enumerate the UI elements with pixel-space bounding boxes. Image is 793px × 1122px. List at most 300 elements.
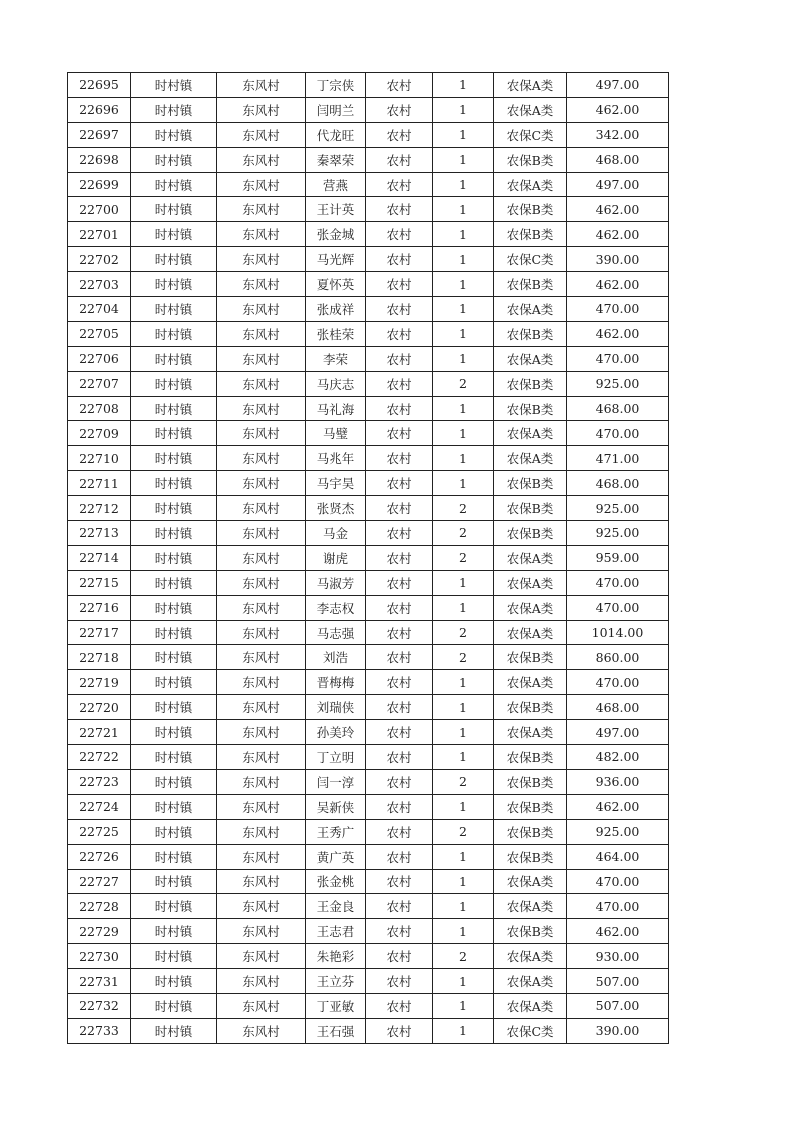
household-type-cell: 农村 [366, 1018, 433, 1043]
town-cell: 时村镇 [131, 745, 217, 770]
record-id-cell: 22695 [68, 73, 131, 98]
table-row [68, 919, 669, 944]
amount-cell: 925.00 [567, 496, 669, 521]
town-cell: 时村镇 [131, 346, 217, 371]
household-type-cell: 农村 [366, 97, 433, 122]
people-count-cell: 1 [433, 321, 494, 346]
person-name-cell: 刘瑞侠 [306, 695, 366, 720]
insurance-category-cell: 农保B类 [494, 147, 567, 172]
amount-cell: 462.00 [567, 97, 669, 122]
amount-cell: 497.00 [567, 720, 669, 745]
record-id-cell: 22732 [68, 993, 131, 1018]
town-cell: 时村镇 [131, 371, 217, 396]
record-id-cell: 22719 [68, 670, 131, 695]
insurance-category-cell: 农保A类 [494, 720, 567, 745]
insurance-category-cell: 农保A类 [494, 346, 567, 371]
household-type-cell: 农村 [366, 894, 433, 919]
record-id-cell: 22705 [68, 321, 131, 346]
town-cell: 时村镇 [131, 670, 217, 695]
amount-cell: 470.00 [567, 297, 669, 322]
amount-cell: 468.00 [567, 396, 669, 421]
town-cell: 时村镇 [131, 620, 217, 645]
household-type-cell: 农村 [366, 321, 433, 346]
record-id-cell: 22699 [68, 172, 131, 197]
amount-cell: 936.00 [567, 769, 669, 794]
table-row [68, 222, 669, 247]
household-type-cell: 农村 [366, 869, 433, 894]
household-type-cell: 农村 [366, 620, 433, 645]
town-cell: 时村镇 [131, 844, 217, 869]
village-cell: 东风村 [217, 944, 306, 969]
record-id-cell: 22731 [68, 969, 131, 994]
person-name-cell: 马兆年 [306, 446, 366, 471]
person-name-cell: 营燕 [306, 172, 366, 197]
town-cell: 时村镇 [131, 819, 217, 844]
town-cell: 时村镇 [131, 769, 217, 794]
insurance-category-cell: 农保A类 [494, 172, 567, 197]
household-type-cell: 农村 [366, 844, 433, 869]
town-cell: 时村镇 [131, 222, 217, 247]
insurance-category-cell: 农保A类 [494, 545, 567, 570]
people-count-cell: 2 [433, 545, 494, 570]
people-count-cell: 2 [433, 769, 494, 794]
amount-cell: 925.00 [567, 371, 669, 396]
household-type-cell: 农村 [366, 396, 433, 421]
village-cell: 东风村 [217, 620, 306, 645]
insurance-category-cell: 农保B类 [494, 496, 567, 521]
record-id-cell: 22723 [68, 769, 131, 794]
person-name-cell: 马志强 [306, 620, 366, 645]
person-name-cell: 李荣 [306, 346, 366, 371]
record-id-cell: 22718 [68, 645, 131, 670]
table-row [68, 695, 669, 720]
insurance-category-cell: 农保B类 [494, 321, 567, 346]
amount-cell: 860.00 [567, 645, 669, 670]
person-name-cell: 马璧 [306, 421, 366, 446]
town-cell: 时村镇 [131, 894, 217, 919]
people-count-cell: 1 [433, 993, 494, 1018]
town-cell: 时村镇 [131, 147, 217, 172]
record-id-cell: 22728 [68, 894, 131, 919]
village-cell: 东风村 [217, 969, 306, 994]
record-id-cell: 22703 [68, 272, 131, 297]
people-count-cell: 1 [433, 222, 494, 247]
insurance-category-cell: 农保A类 [494, 944, 567, 969]
record-id-cell: 22717 [68, 620, 131, 645]
amount-cell: 462.00 [567, 222, 669, 247]
town-cell: 时村镇 [131, 919, 217, 944]
household-type-cell: 农村 [366, 371, 433, 396]
people-count-cell: 1 [433, 595, 494, 620]
people-count-cell: 1 [433, 197, 494, 222]
people-count-cell: 1 [433, 446, 494, 471]
village-cell: 东风村 [217, 172, 306, 197]
record-id-cell: 22706 [68, 346, 131, 371]
town-cell: 时村镇 [131, 570, 217, 595]
table-row [68, 297, 669, 322]
table-row [68, 321, 669, 346]
record-id-cell: 22712 [68, 496, 131, 521]
household-type-cell: 农村 [366, 570, 433, 595]
insurance-category-cell: 农保C类 [494, 247, 567, 272]
village-cell: 东风村 [217, 197, 306, 222]
town-cell: 时村镇 [131, 172, 217, 197]
record-id-cell: 22721 [68, 720, 131, 745]
village-cell: 东风村 [217, 894, 306, 919]
people-count-cell: 2 [433, 819, 494, 844]
person-name-cell: 闫一淳 [306, 769, 366, 794]
table-row [68, 570, 669, 595]
people-count-cell: 1 [433, 695, 494, 720]
people-count-cell: 2 [433, 496, 494, 521]
household-type-cell: 农村 [366, 122, 433, 147]
household-type-cell: 农村 [366, 745, 433, 770]
amount-cell: 925.00 [567, 521, 669, 546]
table-row [68, 620, 669, 645]
village-cell: 东风村 [217, 371, 306, 396]
town-cell: 时村镇 [131, 869, 217, 894]
village-cell: 东风村 [217, 844, 306, 869]
record-id-cell: 22733 [68, 1018, 131, 1043]
insurance-category-cell: 农保B类 [494, 819, 567, 844]
table-row [68, 745, 669, 770]
people-count-cell: 2 [433, 371, 494, 396]
amount-cell: 462.00 [567, 321, 669, 346]
people-count-cell: 1 [433, 421, 494, 446]
record-id-cell: 22701 [68, 222, 131, 247]
record-id-cell: 22711 [68, 471, 131, 496]
person-name-cell: 刘浩 [306, 645, 366, 670]
amount-cell: 462.00 [567, 197, 669, 222]
table-body [68, 73, 669, 1044]
village-cell: 东风村 [217, 993, 306, 1018]
village-cell: 东风村 [217, 1018, 306, 1043]
person-name-cell: 王秀广 [306, 819, 366, 844]
people-count-cell: 1 [433, 670, 494, 695]
insurance-category-cell: 农保A类 [494, 73, 567, 98]
person-name-cell: 张桂荣 [306, 321, 366, 346]
town-cell: 时村镇 [131, 645, 217, 670]
people-count-cell: 1 [433, 73, 494, 98]
town-cell: 时村镇 [131, 1018, 217, 1043]
insurance-category-cell: 农保A类 [494, 595, 567, 620]
table-row [68, 595, 669, 620]
people-count-cell: 1 [433, 97, 494, 122]
village-cell: 东风村 [217, 346, 306, 371]
people-count-cell: 1 [433, 122, 494, 147]
amount-cell: 959.00 [567, 545, 669, 570]
people-count-cell: 1 [433, 471, 494, 496]
table-row [68, 272, 669, 297]
table-row [68, 247, 669, 272]
table-row [68, 944, 669, 969]
insurance-category-cell: 农保A类 [494, 570, 567, 595]
person-name-cell: 王金良 [306, 894, 366, 919]
amount-cell: 471.00 [567, 446, 669, 471]
town-cell: 时村镇 [131, 396, 217, 421]
person-name-cell: 马宇昊 [306, 471, 366, 496]
household-type-cell: 农村 [366, 944, 433, 969]
amount-cell: 464.00 [567, 844, 669, 869]
village-cell: 东风村 [217, 97, 306, 122]
record-id-cell: 22724 [68, 794, 131, 819]
household-type-cell: 农村 [366, 521, 433, 546]
household-type-cell: 农村 [366, 769, 433, 794]
village-cell: 东风村 [217, 122, 306, 147]
town-cell: 时村镇 [131, 446, 217, 471]
table-row [68, 844, 669, 869]
household-type-cell: 农村 [366, 73, 433, 98]
village-cell: 东风村 [217, 869, 306, 894]
amount-cell: 470.00 [567, 421, 669, 446]
person-name-cell: 马庆志 [306, 371, 366, 396]
record-id-cell: 22707 [68, 371, 131, 396]
amount-cell: 930.00 [567, 944, 669, 969]
record-id-cell: 22725 [68, 819, 131, 844]
village-cell: 东风村 [217, 297, 306, 322]
amount-cell: 462.00 [567, 272, 669, 297]
insurance-category-cell: 农保A类 [494, 969, 567, 994]
insurance-category-cell: 农保B类 [494, 745, 567, 770]
people-count-cell: 1 [433, 172, 494, 197]
record-id-cell: 22697 [68, 122, 131, 147]
household-type-cell: 农村 [366, 197, 433, 222]
town-cell: 时村镇 [131, 421, 217, 446]
person-name-cell: 秦翠荣 [306, 147, 366, 172]
town-cell: 时村镇 [131, 993, 217, 1018]
insurance-category-cell: 农保B类 [494, 919, 567, 944]
people-count-cell: 1 [433, 570, 494, 595]
person-name-cell: 张成祥 [306, 297, 366, 322]
household-type-cell: 农村 [366, 471, 433, 496]
person-name-cell: 马淑芳 [306, 570, 366, 595]
insurance-category-cell: 农保B类 [494, 471, 567, 496]
record-id-cell: 22722 [68, 745, 131, 770]
person-name-cell: 谢虎 [306, 545, 366, 570]
record-id-cell: 22698 [68, 147, 131, 172]
town-cell: 时村镇 [131, 496, 217, 521]
table-row [68, 521, 669, 546]
town-cell: 时村镇 [131, 97, 217, 122]
insurance-category-cell: 农保A类 [494, 297, 567, 322]
person-name-cell: 张金桃 [306, 869, 366, 894]
amount-cell: 482.00 [567, 745, 669, 770]
person-name-cell: 张金城 [306, 222, 366, 247]
village-cell: 东风村 [217, 695, 306, 720]
record-id-cell: 22720 [68, 695, 131, 720]
records-table [67, 72, 669, 1044]
village-cell: 东风村 [217, 446, 306, 471]
town-cell: 时村镇 [131, 794, 217, 819]
insurance-category-cell: 农保B类 [494, 197, 567, 222]
people-count-cell: 1 [433, 844, 494, 869]
people-count-cell: 1 [433, 869, 494, 894]
record-id-cell: 22726 [68, 844, 131, 869]
household-type-cell: 农村 [366, 222, 433, 247]
town-cell: 时村镇 [131, 521, 217, 546]
record-id-cell: 22730 [68, 944, 131, 969]
village-cell: 东风村 [217, 819, 306, 844]
insurance-category-cell: 农保B类 [494, 396, 567, 421]
record-id-cell: 22710 [68, 446, 131, 471]
table-row [68, 969, 669, 994]
village-cell: 东风村 [217, 272, 306, 297]
table-row [68, 172, 669, 197]
village-cell: 东风村 [217, 794, 306, 819]
table-row [68, 769, 669, 794]
record-id-cell: 22704 [68, 297, 131, 322]
record-id-cell: 22729 [68, 919, 131, 944]
table-row [68, 794, 669, 819]
person-name-cell: 马金 [306, 521, 366, 546]
household-type-cell: 农村 [366, 645, 433, 670]
person-name-cell: 丁立明 [306, 745, 366, 770]
town-cell: 时村镇 [131, 695, 217, 720]
village-cell: 东风村 [217, 769, 306, 794]
table-row [68, 471, 669, 496]
village-cell: 东风村 [217, 222, 306, 247]
household-type-cell: 农村 [366, 720, 433, 745]
person-name-cell: 张贤杰 [306, 496, 366, 521]
amount-cell: 470.00 [567, 595, 669, 620]
insurance-category-cell: 农保B类 [494, 769, 567, 794]
town-cell: 时村镇 [131, 969, 217, 994]
village-cell: 东风村 [217, 570, 306, 595]
insurance-category-cell: 农保B类 [494, 695, 567, 720]
amount-cell: 470.00 [567, 894, 669, 919]
amount-cell: 507.00 [567, 993, 669, 1018]
people-count-cell: 2 [433, 620, 494, 645]
insurance-category-cell: 农保B类 [494, 222, 567, 247]
town-cell: 时村镇 [131, 321, 217, 346]
household-type-cell: 农村 [366, 969, 433, 994]
household-type-cell: 农村 [366, 346, 433, 371]
people-count-cell: 2 [433, 645, 494, 670]
record-id-cell: 22715 [68, 570, 131, 595]
amount-cell: 462.00 [567, 794, 669, 819]
amount-cell: 468.00 [567, 695, 669, 720]
insurance-category-cell: 农保B类 [494, 272, 567, 297]
household-type-cell: 农村 [366, 147, 433, 172]
table-row [68, 97, 669, 122]
town-cell: 时村镇 [131, 944, 217, 969]
amount-cell: 497.00 [567, 73, 669, 98]
town-cell: 时村镇 [131, 122, 217, 147]
insurance-category-cell: 农保A类 [494, 869, 567, 894]
people-count-cell: 1 [433, 919, 494, 944]
table-row [68, 720, 669, 745]
household-type-cell: 农村 [366, 496, 433, 521]
amount-cell: 390.00 [567, 1018, 669, 1043]
household-type-cell: 农村 [366, 545, 433, 570]
insurance-category-cell: 农保B类 [494, 371, 567, 396]
table-row [68, 545, 669, 570]
village-cell: 东风村 [217, 421, 306, 446]
household-type-cell: 农村 [366, 819, 433, 844]
table-row [68, 421, 669, 446]
record-id-cell: 22702 [68, 247, 131, 272]
village-cell: 东风村 [217, 595, 306, 620]
amount-cell: 470.00 [567, 670, 669, 695]
people-count-cell: 1 [433, 794, 494, 819]
household-type-cell: 农村 [366, 297, 433, 322]
amount-cell: 342.00 [567, 122, 669, 147]
table-row [68, 147, 669, 172]
village-cell: 东风村 [217, 745, 306, 770]
insurance-category-cell: 农保A类 [494, 97, 567, 122]
household-type-cell: 农村 [366, 794, 433, 819]
record-id-cell: 22713 [68, 521, 131, 546]
town-cell: 时村镇 [131, 272, 217, 297]
town-cell: 时村镇 [131, 471, 217, 496]
record-id-cell: 22696 [68, 97, 131, 122]
amount-cell: 470.00 [567, 570, 669, 595]
person-name-cell: 王志君 [306, 919, 366, 944]
person-name-cell: 丁宗侠 [306, 73, 366, 98]
table-row [68, 346, 669, 371]
table-row [68, 122, 669, 147]
village-cell: 东风村 [217, 521, 306, 546]
amount-cell: 390.00 [567, 247, 669, 272]
insurance-category-cell: 农保C类 [494, 122, 567, 147]
record-id-cell: 22716 [68, 595, 131, 620]
person-name-cell: 王石强 [306, 1018, 366, 1043]
amount-cell: 468.00 [567, 471, 669, 496]
amount-cell: 468.00 [567, 147, 669, 172]
household-type-cell: 农村 [366, 421, 433, 446]
people-count-cell: 1 [433, 272, 494, 297]
table-row [68, 496, 669, 521]
record-id-cell: 22708 [68, 396, 131, 421]
table-row [68, 894, 669, 919]
insurance-category-cell: 农保A类 [494, 993, 567, 1018]
household-type-cell: 农村 [366, 272, 433, 297]
record-id-cell: 22727 [68, 869, 131, 894]
insurance-category-cell: 农保A类 [494, 421, 567, 446]
people-count-cell: 1 [433, 720, 494, 745]
people-count-cell: 1 [433, 147, 494, 172]
town-cell: 时村镇 [131, 720, 217, 745]
amount-cell: 1014.00 [567, 620, 669, 645]
table-row [68, 197, 669, 222]
household-type-cell: 农村 [366, 993, 433, 1018]
table-row [68, 446, 669, 471]
insurance-category-cell: 农保B类 [494, 521, 567, 546]
people-count-cell: 2 [433, 944, 494, 969]
people-count-cell: 1 [433, 297, 494, 322]
people-count-cell: 1 [433, 346, 494, 371]
village-cell: 东风村 [217, 321, 306, 346]
amount-cell: 497.00 [567, 172, 669, 197]
amount-cell: 470.00 [567, 346, 669, 371]
town-cell: 时村镇 [131, 595, 217, 620]
person-name-cell: 马光辉 [306, 247, 366, 272]
person-name-cell: 闫明兰 [306, 97, 366, 122]
town-cell: 时村镇 [131, 73, 217, 98]
household-type-cell: 农村 [366, 247, 433, 272]
village-cell: 东风村 [217, 545, 306, 570]
town-cell: 时村镇 [131, 247, 217, 272]
household-type-cell: 农村 [366, 172, 433, 197]
amount-cell: 462.00 [567, 919, 669, 944]
amount-cell: 925.00 [567, 819, 669, 844]
table-row [68, 670, 669, 695]
amount-cell: 507.00 [567, 969, 669, 994]
person-name-cell: 丁亚敏 [306, 993, 366, 1018]
record-id-cell: 22709 [68, 421, 131, 446]
person-name-cell: 晋梅梅 [306, 670, 366, 695]
table-row [68, 371, 669, 396]
